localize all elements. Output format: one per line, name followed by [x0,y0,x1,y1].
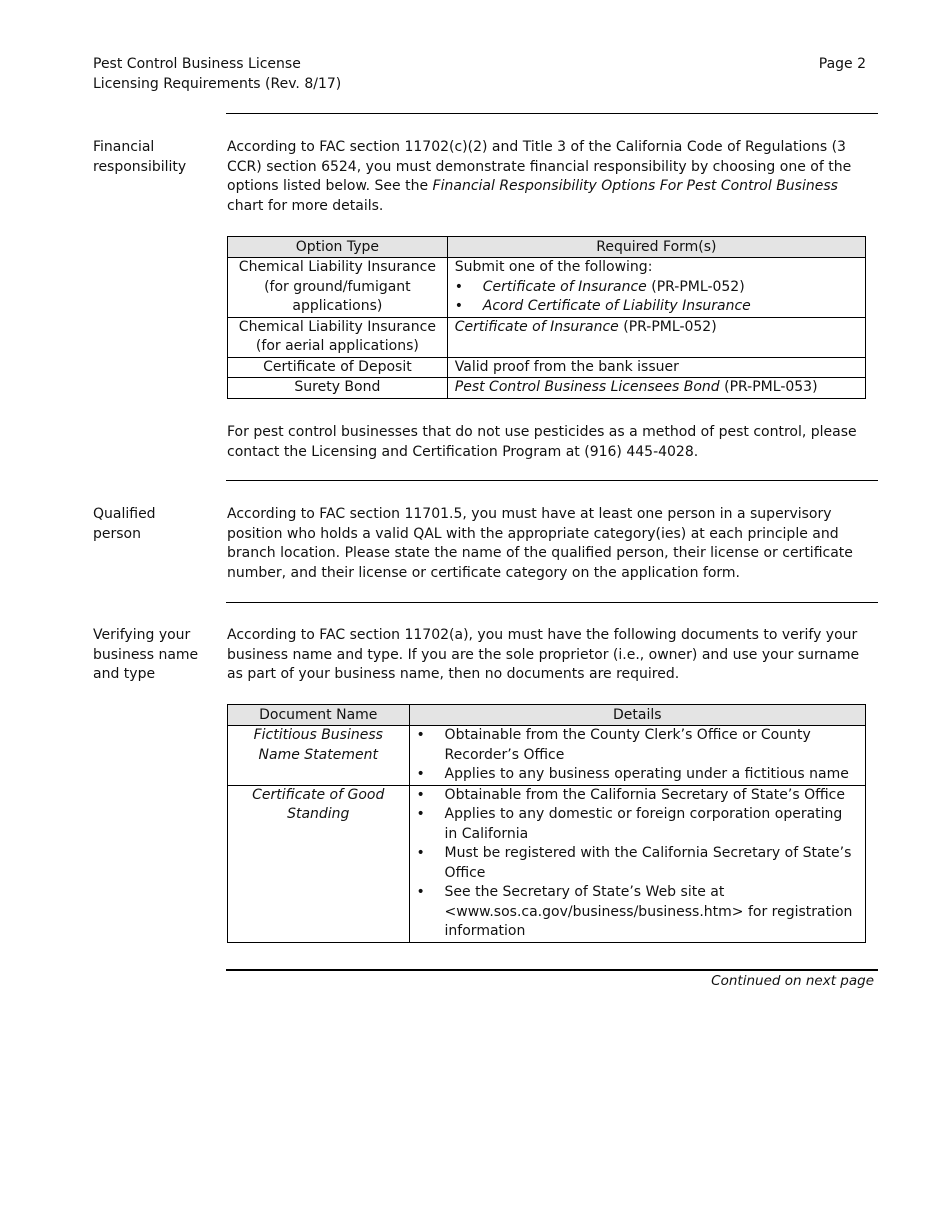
divider [226,480,878,481]
table-header-row [228,705,866,726]
list-item: • Applies to any business operating under a fictitious name [417,765,858,785]
table-row [228,258,866,318]
details-cell [409,726,865,786]
header-title: Pest Control Business License [93,56,301,72]
column-header: Required Form(s) [447,237,865,258]
column-header: Document Name [228,705,410,726]
details-list [417,726,858,785]
continued-note: Continued on next page [711,973,874,989]
financial-note: For pest control businesses that do not use pesticides as a method of pest control, please contact the Licensing and Certification Program at (916) 445-4028. [227,424,857,460]
section-label-verifying: Verifying your business name and type [93,627,199,682]
document-header [93,55,341,94]
section-label-qualified: Qualified person [93,506,156,542]
table-row [228,785,866,942]
column-header: Option Type [228,237,448,258]
option-cell: Surety Bond [228,378,448,399]
table-row [228,726,866,786]
verifying-text: According to FAC section 11702(a), you must have the following documents to verify your business name and type. If you are the sole proprietor (i.e., owner) and use your surname as part of your business name, then no documents are required. [227,627,860,682]
table-row [228,357,866,378]
form-cell: Certificate of Insurance (PR-PML-052) [447,317,865,357]
details-list [417,786,858,942]
table-header-row [228,237,866,258]
document-name-cell: Fictitious Business Name Statement [228,726,410,786]
form-cell: Submit one of the following: • Certificate of Insurance (PR-PML-052) • Acord Certificate of Liability Insurance [447,258,865,318]
section-label-financial: Financial responsibility [93,139,187,175]
table-row [228,378,866,399]
list-item: • Obtainable from the California Secretary of State’s Office [417,786,858,806]
business-documents-table [227,704,866,943]
divider [226,113,878,114]
form-cell: Pest Control Business Licensees Bond (PR-PML-053) [447,378,865,399]
list-item: • See the Secretary of State’s Web site at <www.sos.ca.gov/business/business.htm> for registration information [417,883,858,942]
qualified-text: According to FAC section 11701.5, you must have at least one person in a supervisory position who holds a valid QAL with the appropriate category(ies) at each principle and branch location. Please state the name of the qualified person, their license or certificate number, and their license or certificate category on the application form. [227,506,853,581]
document-name-cell: Certificate of Good Standing [228,785,410,942]
list-item: • Acord Certificate of Liability Insurance [455,297,858,317]
financial-intro: According to FAC section 11702(c)(2) and Title 3 of the California Code of Regulations (3 CCR) section 6524, you must demonstrate financial responsibility by choosing one of the options listed below. See the Financial Responsibility Options For Pest Control Business chart for more details. [227,139,852,214]
list-item: • Must be registered with the California Secretary of State’s Office [417,844,858,883]
page-number: Page 2 [818,56,866,72]
form-list [455,278,858,317]
option-cell: Chemical Liability Insurance (for ground/fumigant applications) [228,258,448,318]
option-cell: Certificate of Deposit [228,357,448,378]
option-cell: Chemical Liability Insurance (for aerial applications) [228,317,448,357]
table-row [228,317,866,357]
form-cell: Valid proof from the bank issuer [447,357,865,378]
list-item: • Applies to any domestic or foreign corporation operating in California [417,805,858,844]
column-header: Details [409,705,865,726]
header-subtitle: Licensing Requirements (Rev. 8/17) [93,75,342,92]
financial-options-table [227,236,866,399]
divider [226,969,878,971]
list-item: • Certificate of Insurance (PR-PML-052) [455,278,858,298]
list-item: • Obtainable from the County Clerk’s Office or County Recorder’s Office [417,726,858,765]
details-cell [409,785,865,942]
divider [226,602,878,603]
